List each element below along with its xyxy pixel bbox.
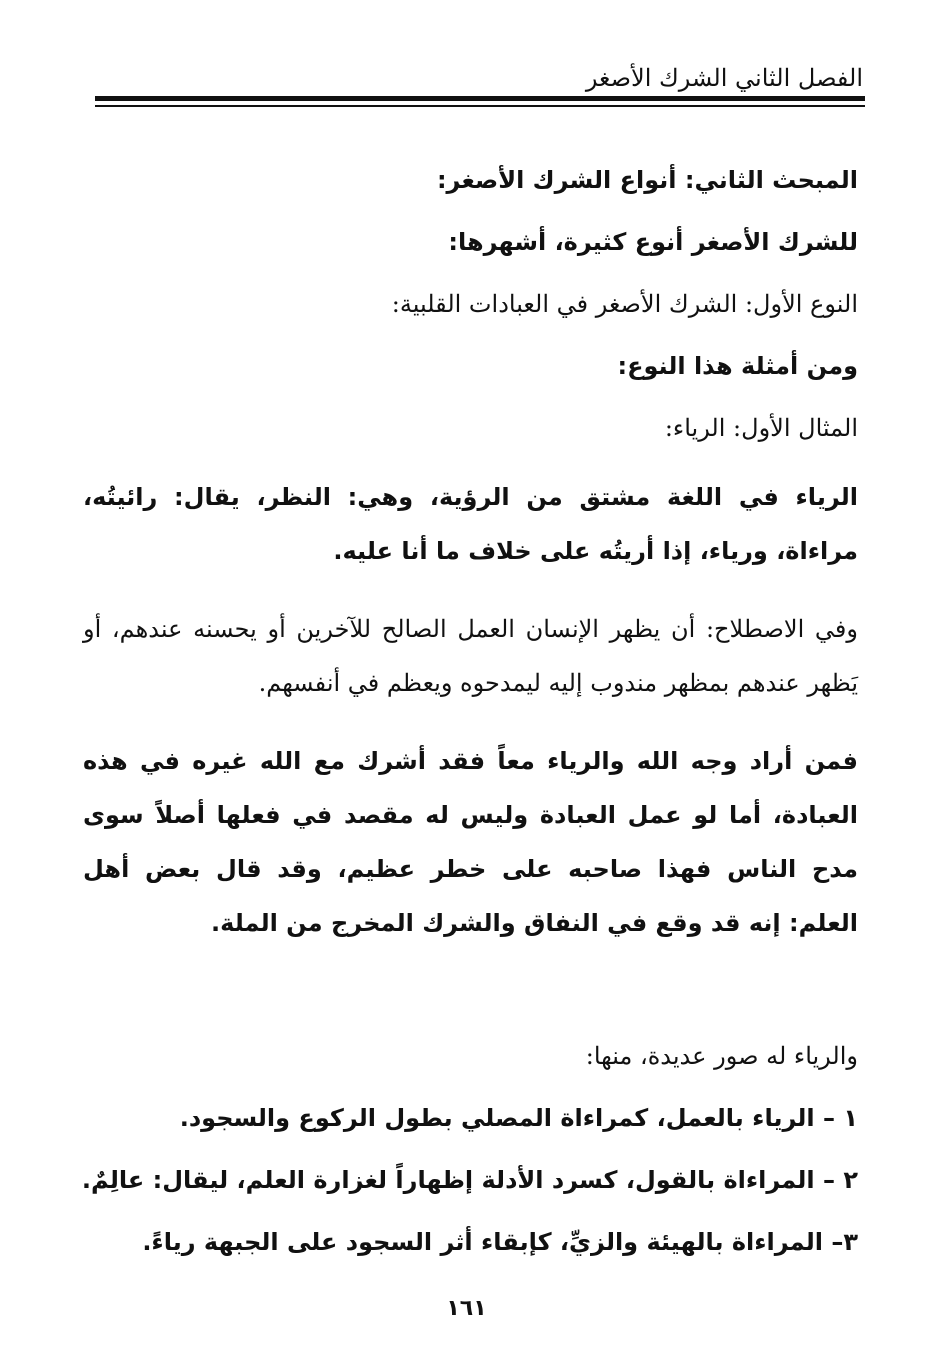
header-rule-thin (95, 105, 865, 107)
page-number: ١٦١ (446, 1296, 487, 1321)
list-item: ٣– المراءاة بالهيئة والزيِّ، كإبقاء أثر السجود على الجبهة رياءً. (142, 1228, 858, 1256)
example-one-heading: المثال الأول: الرياء: (664, 414, 858, 442)
type-one-heading: النوع الأول: الشرك الأصغر في العبادات القلبية: (391, 290, 858, 318)
linguistic-definition-paragraph: الرياء في اللغة مشتق من الرؤية، وهي: النظر، يقال: رائيتُه، مراءاة، ورياء، إذا أريتُه على خلاف ما أنا عليه. (83, 483, 858, 565)
list-item: ٢ – المراءاة بالقول، كسرد الأدلة إظهاراً لغزارة العلم، ليقال: عالِمٌ. (81, 1166, 858, 1194)
intro-line: للشرك الأصغر أنوع كثيرة، أشهرها: (448, 228, 858, 256)
header-rule-thick (95, 96, 865, 101)
examples-heading: ومن أمثلة هذا النوع: (617, 352, 858, 380)
technical-definition-paragraph: وفي الاصطلاح: أن يظهر الإنسان العمل الصالح للآخرين أو يحسنه عندهم، أو يَظهر عندهم بمظهر مندوب إليه ليمدحوه ويعظم في أنفسهم. (83, 615, 858, 697)
paragraph-spacer (83, 974, 858, 1036)
forms-intro: والرياء له صور عديدة، منها: (585, 1042, 858, 1070)
section-heading: المبحث الثاني: أنواع الشرك الأصغر: (436, 166, 858, 194)
page-body (83, 160, 858, 1284)
ruling-paragraph: فمن أراد وجه الله والرياء معاً فقد أشرك مع الله غيره في هذه العبادة، أما لو عمل العبادة وليس له مقصد في فعلها أصلاً سوى مدح الناس فهذا صاحبه على خطر عظيم، وقد قال بعض أهل العلم: إنه قد وقع في النفاق والشرك المخرج من الملة. (83, 747, 858, 937)
running-header-title: الفصل الثاني الشرك الأصغر (585, 64, 863, 92)
list-item: ١ – الرياء بالعمل، كمراءاة المصلي بطول الركوع والسجود. (179, 1104, 858, 1132)
